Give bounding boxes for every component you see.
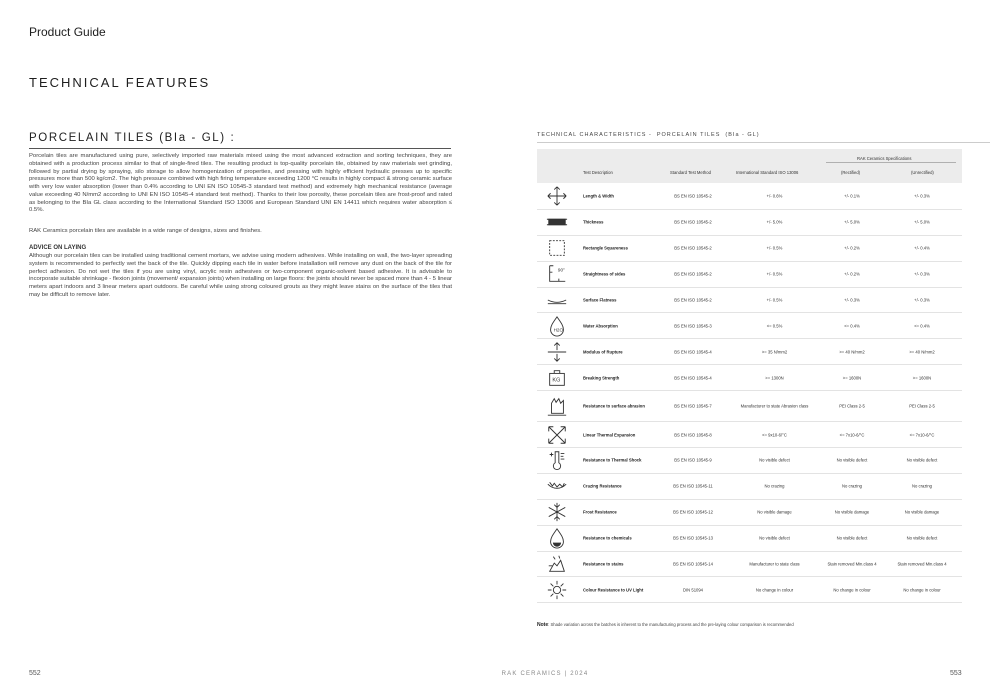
rectified-cell: +/- 0.2%	[844, 271, 860, 277]
iso-standard-cell: +/- 5.0%	[766, 219, 783, 225]
iso-standard-cell: No visible damage	[757, 509, 792, 515]
header-standard-test-method: Standard Test Method	[670, 170, 711, 175]
table-row	[537, 184, 962, 210]
iso-standard-cell: +/- 0.6%	[766, 193, 783, 199]
table-row	[537, 552, 962, 578]
header-unrectified: (Unrectified)	[911, 170, 934, 175]
rectified-cell: No change in colour	[833, 587, 871, 593]
test-method-cell: BS EN ISO 10545-9	[674, 457, 712, 463]
rectified-cell: No visible defect	[836, 535, 868, 541]
rectified-cell: +/- 0.1%	[844, 193, 860, 199]
test-method-cell: DIN 51094	[682, 587, 704, 593]
unrectified-cell: +/- 0.3%	[914, 297, 930, 303]
test-method-cell: BS EN ISO 10545-2	[674, 271, 712, 277]
page-number-left: 552	[29, 670, 41, 677]
svg-text:KG: KG	[552, 377, 561, 384]
test-name-cell: Resistance to surface abrasion	[583, 403, 645, 409]
test-name-cell: Frost Resistance	[583, 509, 617, 515]
test-method-cell: BS EN ISO 10545-13	[673, 535, 713, 541]
rectified-cell: +/- 5.0%	[844, 219, 860, 225]
test-name-cell: Crazing Resistance	[583, 483, 622, 489]
unrectified-cell: >= 1600N	[912, 375, 932, 381]
svg-text:90°: 90°	[557, 267, 565, 273]
header-international-standard: International Standard ISO 13006	[736, 170, 799, 175]
table-row	[537, 262, 962, 288]
iso-standard-cell: +/- 0.5%	[766, 245, 783, 251]
page-number-right: 553	[950, 670, 962, 677]
unrectified-cell: <= 7x10-6/°C	[909, 432, 935, 438]
table-row	[537, 288, 962, 314]
table-row	[537, 236, 962, 262]
table-row	[537, 422, 962, 448]
test-method-cell: BS EN ISO 10545-2	[674, 297, 712, 303]
unrectified-cell: +/- 0.3%	[914, 193, 930, 199]
sun-icon	[546, 579, 568, 601]
stain-icon	[546, 553, 568, 575]
iso-standard-cell: Manufacturer to state class	[749, 561, 800, 567]
rectified-cell: PEI Class 2-5	[839, 403, 865, 409]
unrectified-cell: No change in colour	[903, 587, 941, 593]
test-name-cell: Resistance to stains	[583, 561, 624, 567]
iso-standard-cell: No visible defect	[759, 535, 790, 541]
test-method-cell: BS EN ISO 10545-14	[673, 561, 713, 567]
test-method-cell: BS EN ISO 10545-4	[674, 349, 712, 355]
iso-standard-cell: No visible defect	[759, 457, 790, 463]
advice-heading: ADVICE ON LAYING	[29, 245, 87, 251]
iso-standard-cell: +/- 0.5%	[766, 297, 783, 303]
test-name-cell: Length & Width	[583, 193, 614, 199]
expansion-arrows-icon	[546, 424, 568, 446]
test-name-cell: Colour Resistance to UV Light	[583, 587, 644, 593]
iso-standard-cell: <= 9x10-6/°C	[762, 432, 787, 438]
flatness-icon	[546, 289, 568, 311]
abrasion-hand-icon	[546, 395, 568, 417]
divider	[826, 162, 956, 163]
unrectified-cell: No visible defect	[906, 457, 938, 463]
iso-standard-cell: No change in colour	[755, 587, 794, 593]
test-method-cell: BS EN ISO 10545-3	[674, 323, 712, 329]
unrectified-cell: No visible damage	[904, 509, 940, 515]
square-icon	[546, 237, 568, 259]
range-paragraph: RAK Ceramics porcelain tiles are available in a wide range of designs, sizes and finishes.	[29, 228, 262, 234]
intro-paragraph: Porcelain tiles are manufactured using pure, selectively imported raw materials mixed using the most advanced extraction and sorting techniques, they are obtained with a production process similar to that of single-fired tiles. The resulting product is top-quality porcelain tile, obtained by raw materials wet grinding, followed by partial drying by spraying, silo storage to allow homogenization of properties, and pressing with highly efficient hydraulic presses up to specific pressures more than 500 kg/cm2. The high pressure combined with high firing temperature exceeding 1200 °C results in highly compact & strong ceramic surface with very low water absorption (lower than 0.4% according to UNI EN ISO 10545-3 standard test method) and extremely high mechanical resistance (average value exceeding 40 N/mm2 according to UNI EN ISO 10545-4 standard test method). Thanks to their low porosity, these porcelain tiles are frost-proof and rated as belonging to the BIa GL class according to the International Standard ISO 13006 and European Standard UNI EN 14411 which requires water absorption ≤ 0.5%.	[29, 153, 452, 214]
table-row	[537, 448, 962, 474]
subsection-title: PORCELAIN TILES (BIa - GL) :	[29, 132, 236, 144]
test-method-cell: BS EN ISO 10545-2	[674, 193, 712, 199]
snowflake-icon	[546, 501, 568, 523]
iso-standard-cell: >= 1300N	[765, 375, 784, 381]
iso-standard-cell: No crazing	[764, 483, 785, 489]
table-header	[537, 149, 962, 183]
unrectified-cell: No crazing	[911, 483, 932, 489]
table-row	[537, 474, 962, 500]
unrectified-cell: Stain removed Min.class 4	[897, 561, 947, 567]
test-name-cell: Linear Thermal Expansion	[583, 432, 636, 438]
test-name-cell: Rectangle Squareness	[583, 245, 628, 251]
divider	[537, 142, 990, 143]
test-method-cell: BS EN ISO 10545-12	[673, 509, 713, 515]
rectified-cell: >= 40 N/mm2	[839, 349, 865, 355]
header-rak-specifications: RAK Ceramics Specifications	[857, 156, 912, 161]
test-name-cell: Modulus of Rupture	[583, 349, 623, 355]
rectified-cell: <= 0.4%	[844, 323, 860, 329]
unrectified-cell: +/- 5.0%	[914, 219, 930, 225]
section-title: TECHNICAL FEATURES	[29, 75, 211, 90]
rectified-cell: Stain removed Min.class 4	[827, 561, 877, 567]
rectified-cell: No visible damage	[834, 509, 870, 515]
note-label: Note	[537, 622, 549, 628]
test-name-cell: Thickness	[583, 219, 604, 225]
test-method-cell: BS EN ISO 10545-2	[674, 245, 712, 251]
table-row	[537, 313, 962, 339]
unrectified-cell: <= 0.4%	[914, 323, 930, 329]
table-row	[537, 526, 962, 552]
iso-standard-cell: +/- 0.5%	[766, 271, 783, 277]
rectified-cell: +/- 0.2%	[844, 245, 860, 251]
table-row	[537, 500, 962, 526]
iso-standard-cell: <= 0.5%	[766, 323, 783, 329]
table-note	[537, 622, 794, 628]
rupture-arrows-icon	[546, 341, 568, 363]
thickness-icon	[546, 211, 568, 233]
svg-text:H2O: H2O	[553, 327, 564, 333]
rectified-cell: No crazing	[841, 483, 862, 489]
test-name-cell: Resistance to Thermal Shock	[583, 457, 642, 463]
test-method-cell: BS EN ISO 10545-2	[674, 219, 712, 225]
divider	[29, 148, 451, 149]
test-name-cell: Breaking Strength	[583, 375, 620, 381]
header-rectified: (Rectified)	[841, 170, 861, 175]
chemical-drop-icon	[546, 527, 568, 549]
note-text: : Shade variation across the batches is inherent to the manufacturing process and the pre-laying colour comparison is recommended	[548, 622, 794, 627]
table-row	[537, 365, 962, 391]
test-name-cell: Water Absorption	[583, 323, 618, 329]
test-method-cell: BS EN ISO 10545-7	[674, 403, 712, 409]
advice-paragraph: Although our porcelain tiles can be installed using traditional cement mortars, we advise using modern adhesives. While installing on wall, the two-layer spreading system is recommended to perfectly wet the back of the tile. Quickly dipping each tile in water before installation will remove any dust on the back of the tile for perfect adhesion. Do not wet the tiles if you are using vinyl, acrylic resin adhesives or two-component organic-solvent based adhesive. It is advisable to incorporate suitable shrinkage - flexion joints (movement/ expansion joints) when installing on large floors: the joints should never be spaced more than 4 - 5 linear meters apart indoors and 3 linear meters apart outdoors. Be careful while using strong coloured grouts as they might leave stains on the surface of the tiles that may be difficult to remove later.	[29, 253, 452, 298]
table-row	[537, 577, 962, 603]
table-row	[537, 391, 962, 422]
thermometer-icon	[546, 449, 568, 471]
specs-table-body	[537, 184, 962, 603]
table-caption: TECHNICAL CHARACTERISTICS - PORCELAIN TILES (BIa - GL)	[537, 132, 760, 138]
arrows-cross-icon	[546, 185, 568, 207]
rectified-cell: No visible defect	[836, 457, 868, 463]
iso-standard-cell: >= 35 N/mm2	[761, 349, 788, 355]
unrectified-cell: +/- 0.3%	[914, 271, 930, 277]
table-row	[537, 210, 962, 236]
test-method-cell: BS EN ISO 10545-4	[674, 375, 712, 381]
test-method-cell: BS EN ISO 10545-8	[674, 432, 712, 438]
weight-icon	[546, 367, 568, 389]
footer-brand: RAK CERAMICS | 2024	[501, 671, 589, 677]
document-title: Product Guide	[29, 25, 106, 39]
rectified-cell: <= 7x10-6/°C	[839, 432, 865, 438]
header-test-description: Test Description	[583, 170, 613, 175]
rectified-cell: >= 1600N	[842, 375, 862, 381]
test-name-cell: Surface Flatness	[583, 297, 617, 303]
unrectified-cell: +/- 0.4%	[914, 245, 930, 251]
crazing-icon	[546, 475, 568, 497]
test-name-cell: Straightness of sides	[583, 271, 626, 277]
test-name-cell: Resistance to chemicals	[583, 535, 632, 541]
right-angle-icon	[546, 263, 568, 285]
water-drop-icon	[546, 315, 568, 337]
rectified-cell: +/- 0.3%	[844, 297, 860, 303]
test-method-cell: BS EN ISO 10545-11	[673, 483, 713, 489]
iso-standard-cell: Manufacturer to state Abrasion class	[740, 403, 809, 409]
table-row	[537, 339, 962, 365]
unrectified-cell: PEI Class 2-5	[909, 403, 935, 409]
unrectified-cell: No visible defect	[906, 535, 938, 541]
unrectified-cell: >= 40 N/mm2	[909, 349, 935, 355]
